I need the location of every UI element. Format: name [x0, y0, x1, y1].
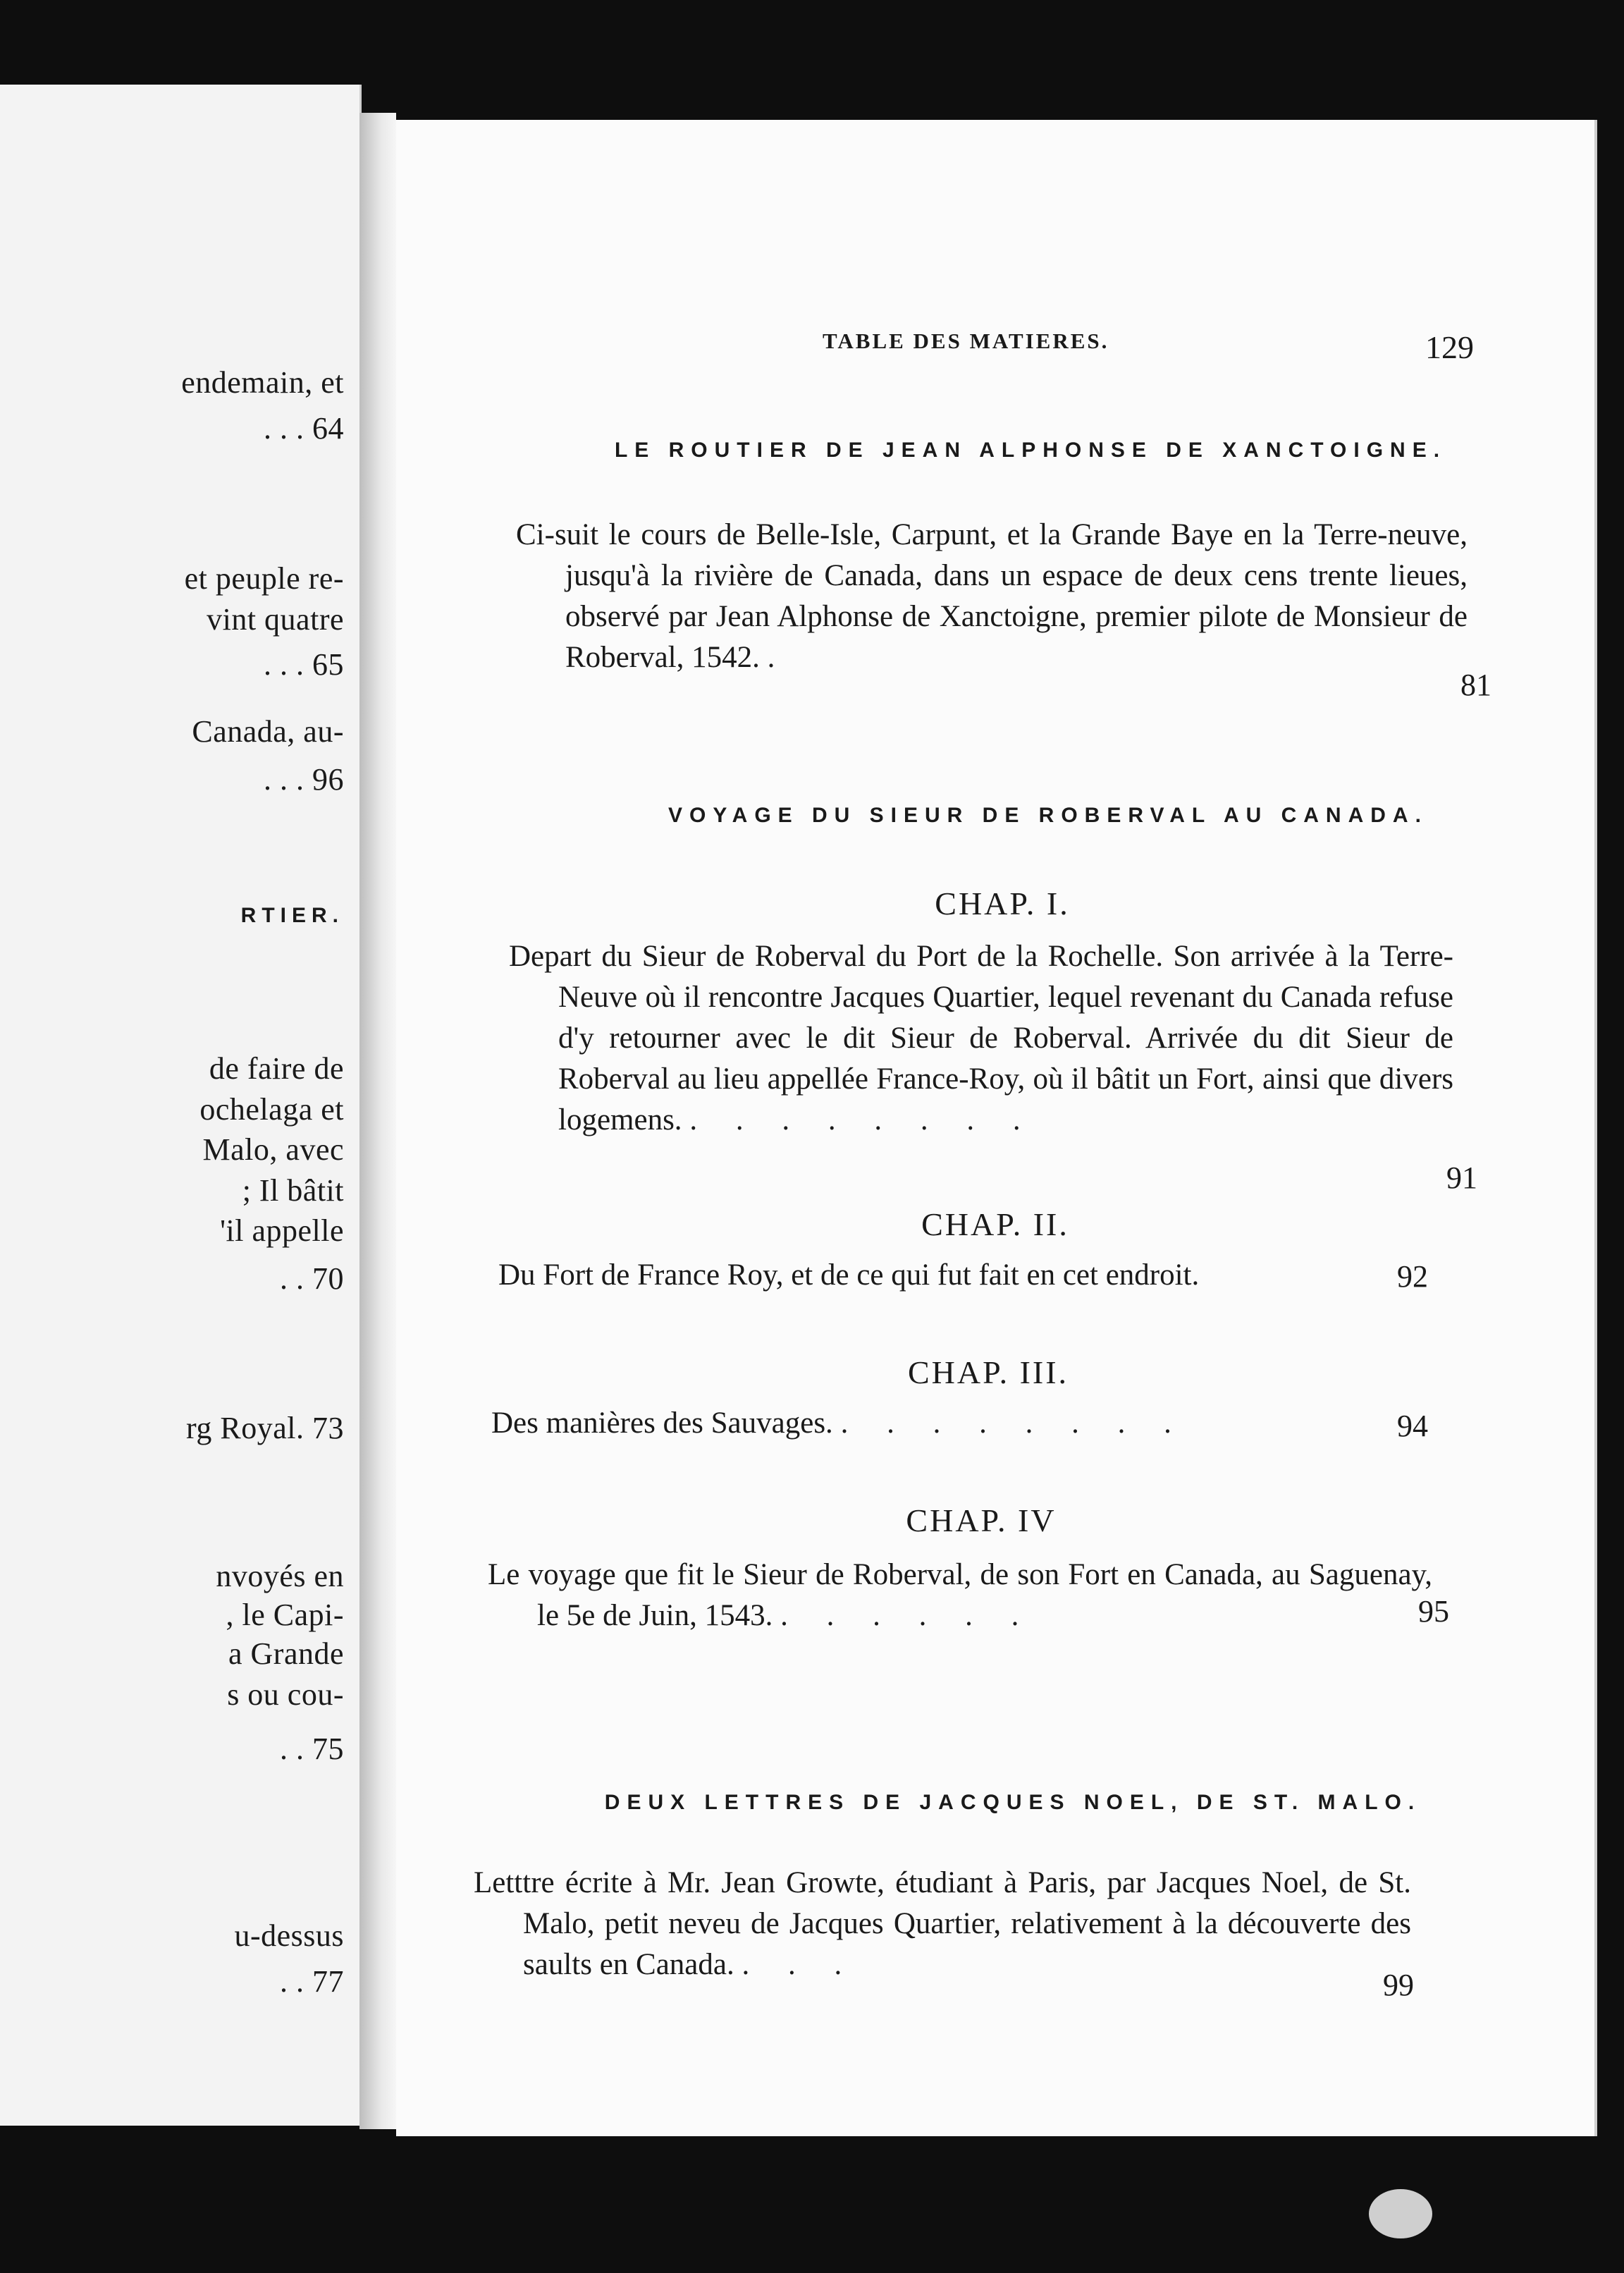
- toc-entry: [498, 1255, 1415, 1296]
- section-heading: VOYAGE DU SIEUR DE ROBERVAL AU CANADA.: [668, 804, 1428, 827]
- section-heading: DEUX LETTRES DE JACQUES NOEL, DE ST. MALO.: [604, 1791, 1422, 1814]
- left-fragment: endemain, et: [181, 365, 344, 400]
- left-fragment: u-dessus: [234, 1918, 344, 1953]
- left-fragment: nvoyés en: [216, 1559, 344, 1593]
- running-head: TABLE DES MATIERES.: [823, 329, 1109, 353]
- left-fragment: . . . 64: [264, 411, 344, 446]
- left-fragment: ; Il bâtit: [242, 1173, 344, 1208]
- left-fragment: RTIER.: [240, 904, 344, 927]
- leader-dots: . . . . . . . .: [689, 1103, 1036, 1136]
- left-fragment: , le Capi-: [226, 1598, 344, 1632]
- left-fragment: ochelaga et: [199, 1092, 344, 1127]
- left-fragment: . . 70: [280, 1261, 344, 1296]
- entry-text: Le voyage que fit le Sieur de Roberval, de son Fort en Canada, au Saguenay, le 5e de Juin, 1543.: [488, 1558, 1432, 1632]
- entry-page-number: 94: [1397, 1409, 1428, 1443]
- entry-page-number: 99: [1383, 1968, 1414, 2002]
- leader-dots: .: [767, 641, 791, 674]
- left-fragment: Canada, au-: [192, 714, 344, 749]
- entry-text: Depart du Sieur de Roberval du Port de la Rochelle. Son arrivée à la Terre-Neuve où il rencontre Jacques Quartier, lequel revenant du Canada refuse d'y retourner avec le dit Sieur de Roberval. Arrivée du dit Sieur de Roberval au lieu appellée France-Roy, où il bâtit un Fort, ainsi que divers logemens.: [509, 940, 1453, 1136]
- toc-entry: [509, 936, 1453, 1141]
- leader-dots: . . . . . .: [780, 1599, 1035, 1632]
- left-fragment: . . 75: [280, 1732, 344, 1766]
- entry-page-number: 91: [1446, 1160, 1477, 1195]
- left-fragment: . . 77: [280, 1964, 344, 1999]
- left-fragment: s ou cou-: [227, 1677, 344, 1712]
- entry-text: Ci-suit le cours de Belle-Isle, Carpunt, et la Grande Baye en la Terre-neuve, jusqu'à la rivière de Canada, dans un espace de deux cens trente lieues, observé par Jean Alphonse de Xanctoigne, premier pilote de Monsieur de Roberval, 1542.: [516, 518, 1468, 674]
- page-number: 129: [1425, 329, 1474, 365]
- left-fragment: de faire de: [209, 1051, 344, 1086]
- left-fragment: 'il appelle: [220, 1213, 344, 1248]
- toc-entry: [474, 1863, 1411, 1985]
- left-fragment: a Grande: [228, 1636, 344, 1671]
- toc-entry: [516, 515, 1468, 678]
- chapter-title: CHAP. III.: [907, 1354, 1069, 1390]
- entry-page-number: 95: [1418, 1594, 1449, 1629]
- entry-page-number: 81: [1460, 668, 1491, 702]
- entry-page-number: 92: [1397, 1259, 1428, 1294]
- entry-text: Letttre écrite à Mr. Jean Growte, étudiant à Paris, par Jacques Noel, de St. Malo, petit neveu de Jacques Quartier, relativement à la découverte des saults en Canada.: [474, 1866, 1411, 1981]
- entry-text: Des manières des Sauvages.: [491, 1407, 833, 1440]
- left-fragment: vint quatre: [207, 602, 344, 637]
- leader-dots: . . . . . . . .: [840, 1407, 1187, 1440]
- toc-entry: [491, 1403, 1408, 1444]
- left-fragment: et peuple re-: [184, 561, 344, 596]
- section-heading: LE ROUTIER DE JEAN ALPHONSE DE XANCTOIGNE.: [614, 439, 1447, 462]
- chapter-title: CHAP. II.: [921, 1206, 1069, 1242]
- left-page: [0, 85, 362, 2126]
- paper-tear: [1369, 2189, 1432, 2238]
- left-fragment: . . . 65: [264, 647, 344, 682]
- entry-text: Du Fort de France Roy, et de ce qui fut fait en cet endroit.: [498, 1258, 1200, 1292]
- book-gutter: [359, 113, 396, 2129]
- toc-entry: [488, 1555, 1432, 1636]
- chapter-title: CHAP. IV: [906, 1502, 1057, 1538]
- leader-dots: . . .: [742, 1948, 858, 1981]
- right-page: [396, 120, 1597, 2136]
- left-fragment: . . . 96: [264, 762, 344, 797]
- chapter-title: CHAP. I.: [935, 886, 1070, 921]
- left-fragment: rg Royal. 73: [186, 1411, 344, 1445]
- left-fragment: Malo, avec: [202, 1132, 344, 1167]
